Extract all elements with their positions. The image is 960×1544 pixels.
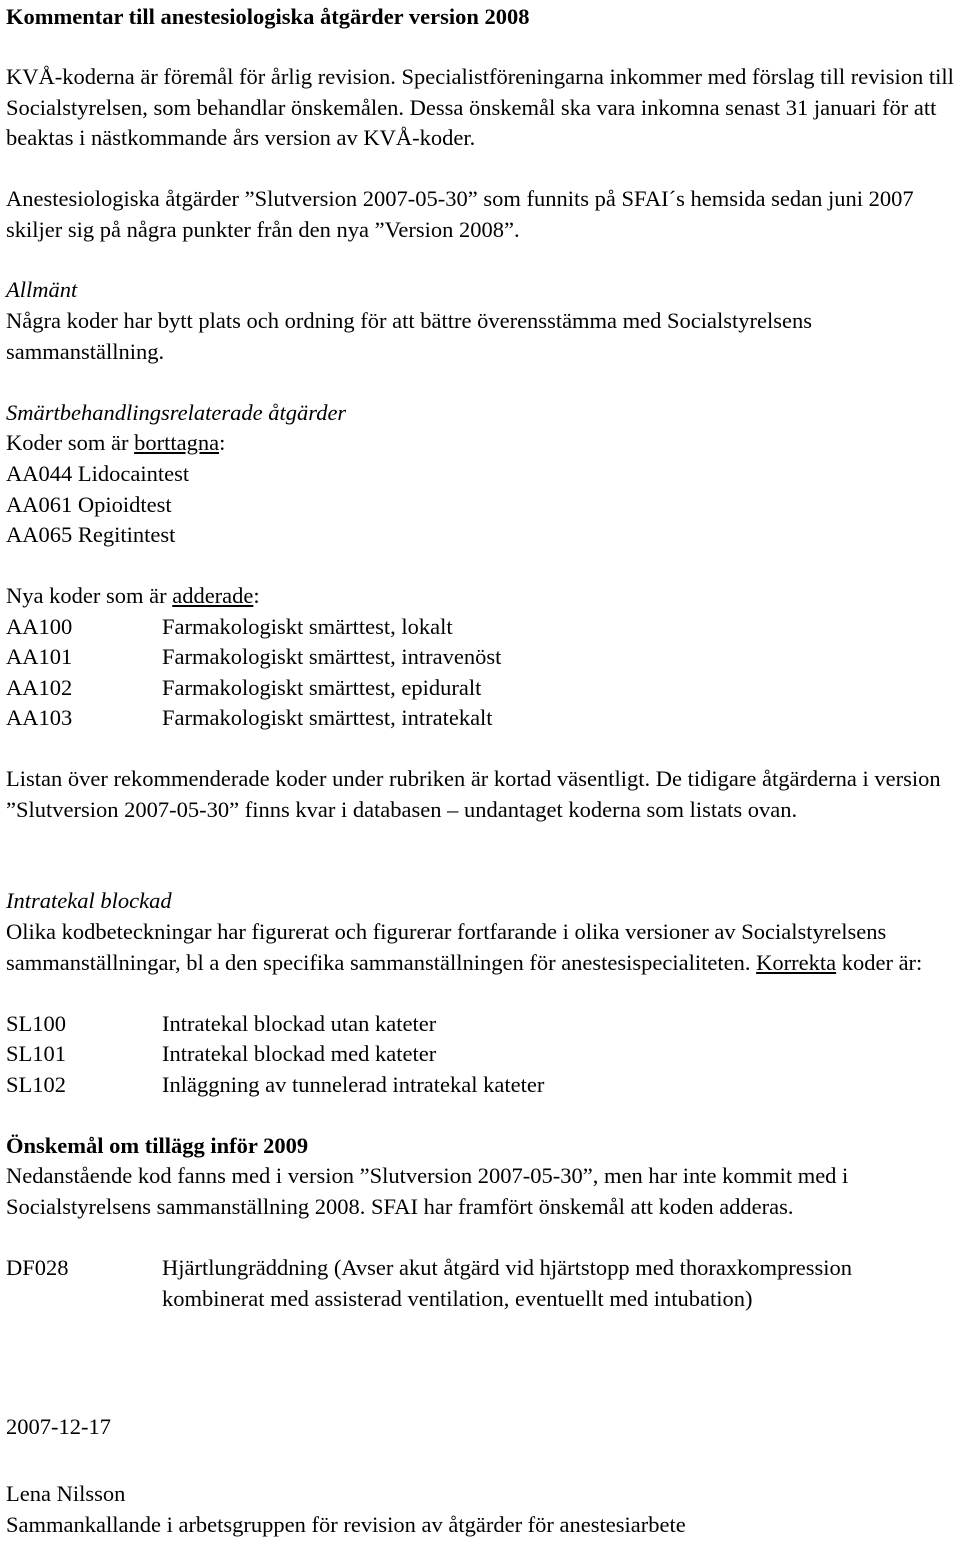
signature-role: Sammankallande i arbetsgruppen för revision av åtgärder för anestesiarbete [6, 1512, 686, 1537]
added-code-row [6, 673, 956, 703]
wish-paragraph: Nedanstående kod fanns med i version ”Slutversion 2007-05-30”, men har inte kommit med i Socialstyrelsens sammanställning 2008. SFAI har framfört önskemål att koden adderas. [6, 1163, 849, 1219]
code: AA102 [6, 675, 73, 700]
code: SL100 [6, 1011, 67, 1036]
wish-heading: Önskemål om tillägg inför 2009 [6, 1133, 309, 1158]
code: AA103 [6, 705, 73, 730]
versions-paragraph: Anestesiologiska åtgärder ”Slutversion 2007-05-30” som funnits på SFAI´s hemsida sedan juni 2007 skiljer sig på några punkter från den nya ”Version 2008”. [6, 186, 914, 242]
code-description: Intratekal blockad med kateter [162, 1041, 437, 1066]
intrathecal-heading: Intratekal blockad [6, 888, 172, 913]
added-code-row [6, 612, 956, 642]
removed-code-item: AA044 Lidocaintest [6, 461, 190, 486]
intrathecal-code-row [6, 1039, 956, 1069]
code-description: Farmakologiskt smärttest, lokalt [162, 614, 453, 639]
code: SL102 [6, 1072, 67, 1097]
general-heading: Allmänt [6, 277, 78, 302]
code-description: Hjärtlungräddning (Avser akut åtgärd vid hjärtstopp med thoraxkompression kombinerat med assisterad ventilation, eventuellt med intubation) [162, 1255, 853, 1311]
removed-code-item: AA065 Regitintest [6, 522, 176, 547]
document-title: Kommentar till anestesiologiska åtgärder version 2008 [6, 4, 530, 29]
added-code-row [6, 703, 956, 733]
added-codes-label: Nya koder som är adderade: [6, 583, 260, 608]
signature-name: Lena Nilsson [6, 1481, 126, 1506]
code-description: Intratekal blockad utan kateter [162, 1011, 437, 1036]
pain-heading: Smärtbehandlingsrelaterade åtgärder [6, 400, 347, 425]
intrathecal-code-row [6, 1009, 956, 1039]
code-description: Farmakologiskt smärttest, epiduralt [162, 675, 482, 700]
intrathecal-code-row [6, 1070, 956, 1100]
removed-codes-label: Koder som är borttagna: [6, 430, 226, 455]
code: SL101 [6, 1041, 67, 1066]
code: DF028 [6, 1255, 69, 1280]
code-description: Farmakologiskt smärttest, intravenöst [162, 644, 502, 669]
code-description: Inläggning av tunnelerad intratekal kateter [162, 1072, 545, 1097]
code-description: Farmakologiskt smärttest, intratekalt [162, 705, 493, 730]
intro-paragraph: KVÅ-koderna är föremål för årlig revision. Specialistföreningarna inkommer med förslag till revision till Socialstyrelsen, som behandlar önskemålen. Dessa önskemål ska vara inkomna senast 31 januari för att beaktas i nästkommande års version av KVÅ-koder. [6, 64, 954, 150]
removed-code-item: AA061 Opioidtest [6, 492, 172, 517]
general-paragraph: Några koder har bytt plats och ordning för att bättre överensstämma med Socialstyrelsens sammanställning. [6, 308, 813, 364]
intrathecal-paragraph: Olika kodbeteckningar har figurerat och figurerar fortfarande i olika versioner av Socialstyrelsens sammanställningar, bl a den specifika sammanställningen för anestesispecialiteten. Korrekta koder är: [6, 919, 923, 975]
code: AA100 [6, 614, 73, 639]
added-code-row [6, 642, 956, 672]
wish-code-row [6, 1253, 956, 1345]
document-date: 2007-12-17 [6, 1414, 111, 1439]
code: AA101 [6, 644, 73, 669]
list-note-paragraph: Listan över rekommenderade koder under rubriken är kortad väsentligt. De tidigare åtgärderna i version ”Slutversion 2007-05-30” finns kvar i databasen – undantaget koderna som listats ovan. [6, 766, 941, 822]
